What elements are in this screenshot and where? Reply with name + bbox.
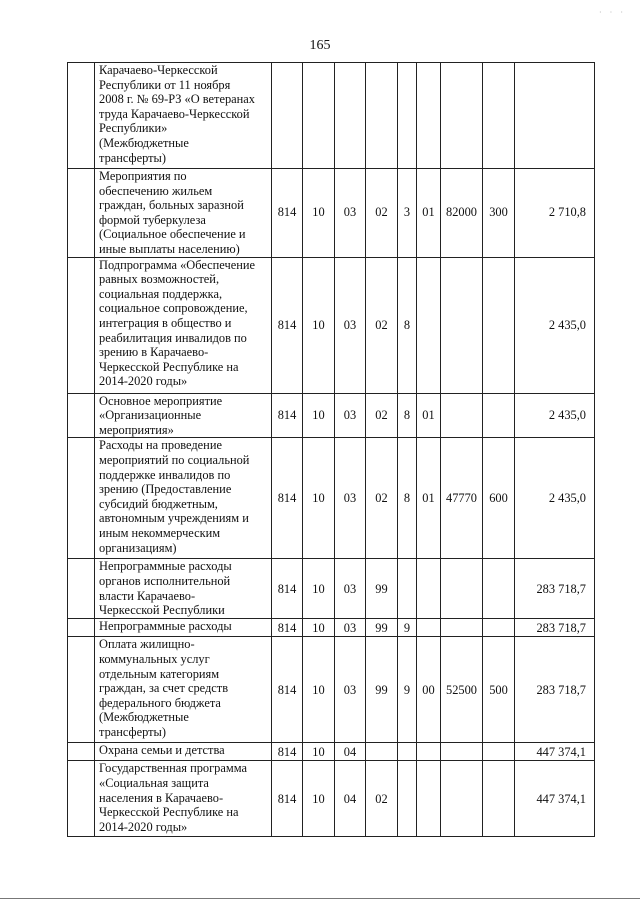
subprogram-code-cell xyxy=(398,559,417,619)
expense-type-cell xyxy=(483,761,515,837)
program-code-cell: 02 xyxy=(366,761,398,837)
subsection-code-cell: 03 xyxy=(335,559,366,619)
item-name: Охрана семьи и детства xyxy=(99,743,225,758)
direction-code-cell xyxy=(441,619,483,637)
table-row xyxy=(68,63,595,169)
item-name: Подпрограмма «Обеспечение равных возможностей, социальная поддержка, социальное сопровождение, интеграция в общество и реабилитация инвалидов по зрению в Карачаево- Черкесской Республике на 2014-2020 годы» xyxy=(99,257,255,389)
direction-code-cell xyxy=(441,761,483,837)
direction-code-cell: 52500 xyxy=(441,637,483,743)
activity-code-cell: 01 xyxy=(417,393,441,438)
ministry-code-cell xyxy=(272,63,303,169)
expense-type-cell xyxy=(483,559,515,619)
direction-code-cell xyxy=(441,559,483,619)
expense-type-cell xyxy=(483,63,515,169)
activity-code-cell: 01 xyxy=(417,169,441,258)
row-number-cell xyxy=(68,393,95,438)
expense-type-cell xyxy=(483,257,515,393)
amount-cell: 2 435,0 xyxy=(515,393,595,438)
table-row xyxy=(68,169,595,258)
table-row xyxy=(68,438,595,559)
amount-cell: 447 374,1 xyxy=(515,761,595,837)
section-code-cell: 10 xyxy=(303,559,335,619)
page-number: 165 xyxy=(309,38,331,53)
direction-code-cell: 82000 xyxy=(441,169,483,258)
subprogram-code-cell xyxy=(398,743,417,761)
item-name-cell xyxy=(95,559,272,619)
expense-type-cell xyxy=(483,393,515,438)
row-number-cell xyxy=(68,637,95,743)
subsection-code-cell: 03 xyxy=(335,257,366,393)
activity-code-cell xyxy=(417,619,441,637)
subsection-code-cell xyxy=(335,63,366,169)
expense-type-cell: 300 xyxy=(483,169,515,258)
section-code-cell: 10 xyxy=(303,619,335,637)
amount-cell: 447 374,1 xyxy=(515,743,595,761)
activity-code-cell xyxy=(417,743,441,761)
program-code-cell: 02 xyxy=(366,257,398,393)
expense-type-cell: 600 xyxy=(483,438,515,559)
expense-type-cell xyxy=(483,743,515,761)
program-code-cell xyxy=(366,743,398,761)
item-name-cell xyxy=(95,743,272,761)
table-body xyxy=(68,63,595,837)
item-name: Мероприятия по обеспечению жильем граждан, больных заразной формой туберкулеза (Социальное обеспечение и иные выплаты населению) xyxy=(99,169,246,256)
ministry-code-cell: 814 xyxy=(272,637,303,743)
item-name: Непрограммные расходы органов исполнительной власти Карачаево- Черкесской Республики xyxy=(99,559,232,618)
direction-code-cell xyxy=(441,743,483,761)
ministry-code-cell: 814 xyxy=(272,743,303,761)
program-code-cell: 99 xyxy=(366,637,398,743)
amount-cell: 2 435,0 xyxy=(515,257,595,393)
item-name-cell xyxy=(95,438,272,559)
program-code-cell: 99 xyxy=(366,619,398,637)
row-number-cell xyxy=(68,743,95,761)
program-code-cell: 02 xyxy=(366,393,398,438)
amount-cell: 2 435,0 xyxy=(515,438,595,559)
amount-cell xyxy=(515,63,595,169)
row-number-cell xyxy=(68,438,95,559)
section-code-cell xyxy=(303,63,335,169)
item-name: Основное мероприятие «Организационные мероприятия» xyxy=(99,393,223,437)
subprogram-code-cell xyxy=(398,761,417,837)
section-code-cell: 10 xyxy=(303,393,335,438)
section-code-cell: 10 xyxy=(303,257,335,393)
ministry-code-cell: 814 xyxy=(272,393,303,438)
subprogram-code-cell: 3 xyxy=(398,169,417,258)
row-number-cell xyxy=(68,559,95,619)
item-name: Государственная программа «Социальная защита населения в Карачаево- Черкесской Республике на 2014-2020 годы» xyxy=(99,761,247,834)
item-name-cell xyxy=(95,169,272,258)
direction-code-cell: 47770 xyxy=(441,438,483,559)
item-name: Расходы на проведение мероприятий по социальной поддержке инвалидов по зрению (Предоставление субсидий бюджетным, автономным учреждениям и иным некоммерческим организациям) xyxy=(99,438,250,555)
item-name-cell xyxy=(95,63,272,169)
subprogram-code-cell: 9 xyxy=(398,637,417,743)
program-code-cell: 02 xyxy=(366,438,398,559)
table-row xyxy=(68,637,595,743)
table-row xyxy=(68,619,595,637)
section-code-cell: 10 xyxy=(303,438,335,559)
ministry-code-cell: 814 xyxy=(272,619,303,637)
activity-code-cell xyxy=(417,761,441,837)
amount-cell: 2 710,8 xyxy=(515,169,595,258)
row-number-cell xyxy=(68,257,95,393)
row-number-cell xyxy=(68,761,95,837)
direction-code-cell xyxy=(441,257,483,393)
row-number-cell xyxy=(68,169,95,258)
subsection-code-cell: 03 xyxy=(335,619,366,637)
row-number-cell xyxy=(68,63,95,169)
table-row xyxy=(68,393,595,438)
subprogram-code-cell: 8 xyxy=(398,393,417,438)
subprogram-code-cell: 9 xyxy=(398,619,417,637)
activity-code-cell: 00 xyxy=(417,637,441,743)
ministry-code-cell: 814 xyxy=(272,257,303,393)
subsection-code-cell: 04 xyxy=(335,761,366,837)
direction-code-cell xyxy=(441,393,483,438)
item-name: Оплата жилищно- коммунальных услуг отдельным категориям граждан, за счет средств федерального бюджета (Межбюджетные трансферты) xyxy=(99,637,229,739)
subsection-code-cell: 03 xyxy=(335,637,366,743)
amount-cell: 283 718,7 xyxy=(515,637,595,743)
subsection-code-cell: 03 xyxy=(335,169,366,258)
scan-bottom-edge xyxy=(0,898,640,899)
item-name: Карачаево-Черкесской Республики от 11 ноября 2008 г. № 69-РЗ «О ветеранах труда Карачаево-Черкесской Республики» (Межбюджетные трансферты) xyxy=(99,63,255,165)
budget-table xyxy=(67,62,595,837)
amount-cell: 283 718,7 xyxy=(515,559,595,619)
ministry-code-cell: 814 xyxy=(272,438,303,559)
table-row xyxy=(68,743,595,761)
section-code-cell: 10 xyxy=(303,169,335,258)
item-name-cell xyxy=(95,619,272,637)
direction-code-cell xyxy=(441,63,483,169)
section-code-cell: 10 xyxy=(303,637,335,743)
item-name-cell xyxy=(95,393,272,438)
subprogram-code-cell: 8 xyxy=(398,257,417,393)
table-row xyxy=(68,761,595,837)
activity-code-cell xyxy=(417,63,441,169)
ministry-code-cell: 814 xyxy=(272,559,303,619)
amount-cell: 283 718,7 xyxy=(515,619,595,637)
subsection-code-cell: 04 xyxy=(335,743,366,761)
subsection-code-cell: 03 xyxy=(335,438,366,559)
row-number-cell xyxy=(68,619,95,637)
subprogram-code-cell: 8 xyxy=(398,438,417,559)
table-row xyxy=(68,257,595,393)
section-code-cell: 10 xyxy=(303,743,335,761)
program-code-cell: 02 xyxy=(366,169,398,258)
activity-code-cell xyxy=(417,559,441,619)
activity-code-cell: 01 xyxy=(417,438,441,559)
activity-code-cell xyxy=(417,257,441,393)
table-row xyxy=(68,559,595,619)
item-name: Непрограммные расходы xyxy=(99,619,232,634)
scan-corner-mark: · · · xyxy=(599,8,626,17)
ministry-code-cell: 814 xyxy=(272,169,303,258)
item-name-cell xyxy=(95,637,272,743)
section-code-cell: 10 xyxy=(303,761,335,837)
item-name-cell xyxy=(95,257,272,393)
expense-type-cell xyxy=(483,619,515,637)
subsection-code-cell: 03 xyxy=(335,393,366,438)
program-code-cell xyxy=(366,63,398,169)
subprogram-code-cell xyxy=(398,63,417,169)
ministry-code-cell: 814 xyxy=(272,761,303,837)
program-code-cell: 99 xyxy=(366,559,398,619)
expense-type-cell: 500 xyxy=(483,637,515,743)
item-name-cell xyxy=(95,761,272,837)
